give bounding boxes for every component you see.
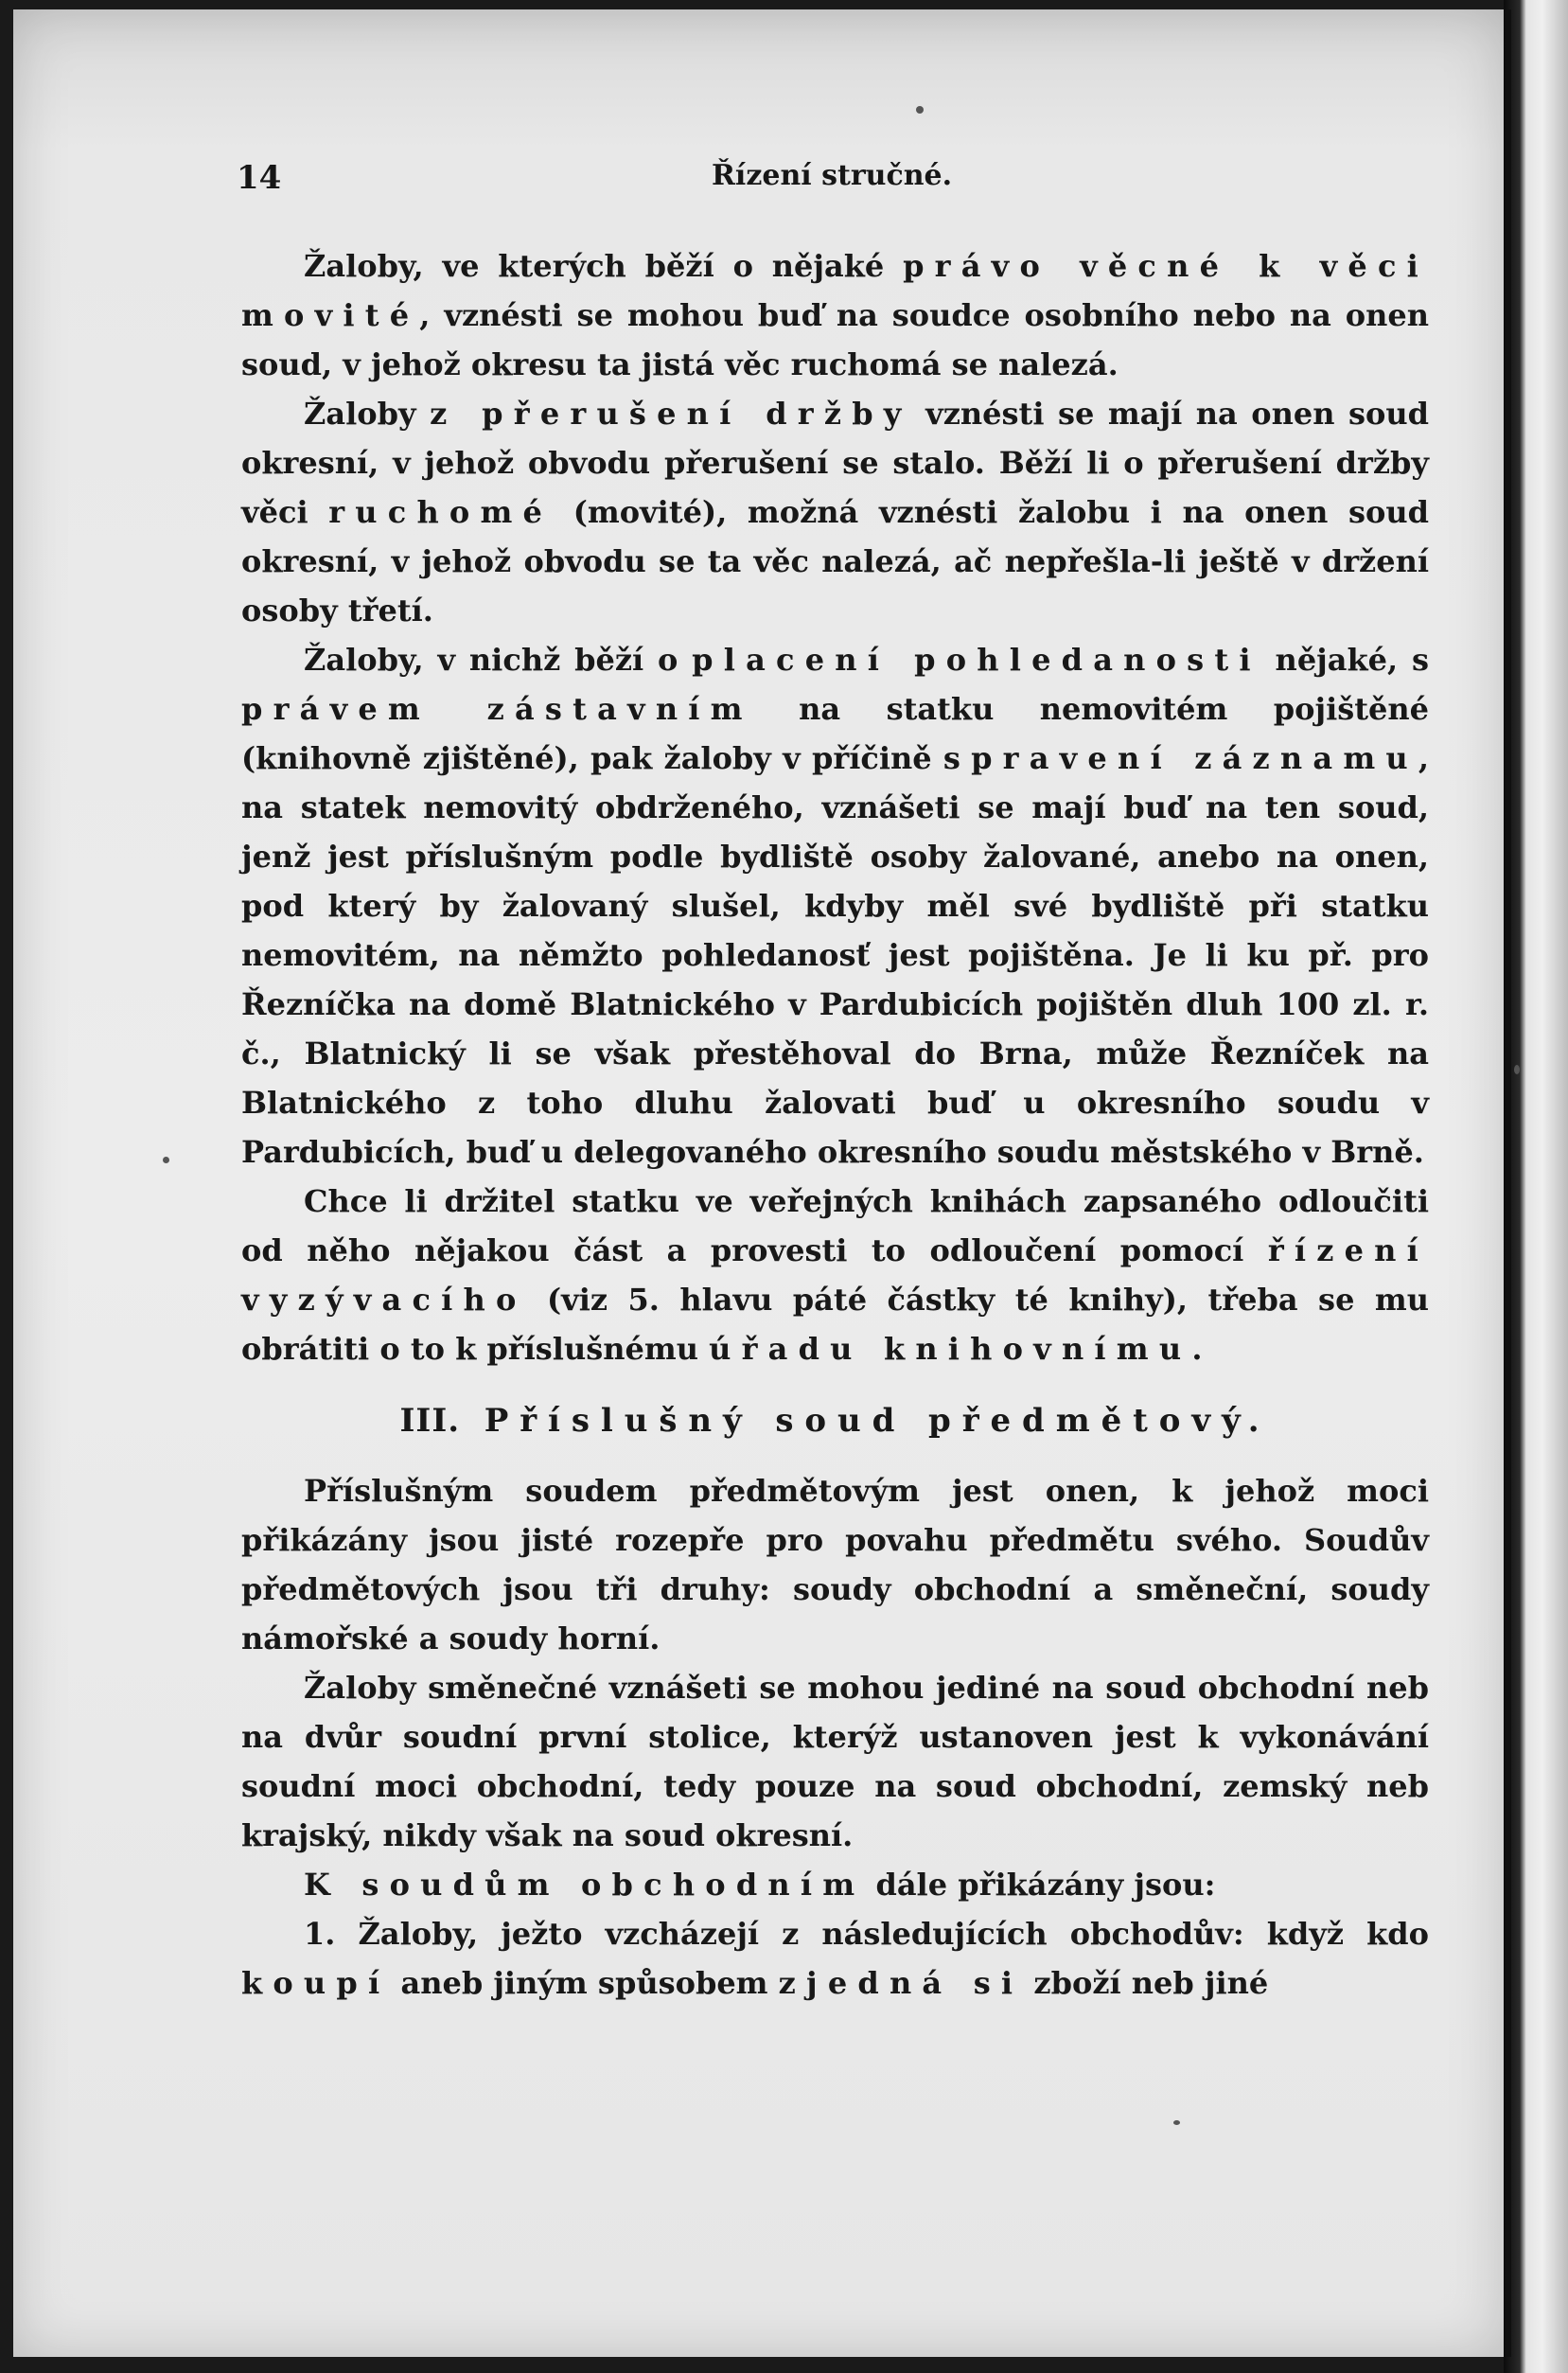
spaced-term: koupí <box>241 1965 391 2001</box>
print-speck <box>163 1157 169 1163</box>
paragraph: Příslušným soudem předmětovým jest onen, k jehož moci přikázány jsou jisté rozepře pro povahu předmětu svého. Soudův předmětových jsou tři druhy: soudy obchodní a směneční, soudy námořské a soudy horní. <box>241 1473 1429 1656</box>
running-title: Řízení stručné. <box>712 159 953 192</box>
text-run: , vznésti se mohou buď na soudce osobního nebo na onen soud, v jehož okresu ta jistá věc ruchomá se nalezá. <box>241 297 1429 382</box>
text-run: (viz 5. hlavu páté částky té knihy), třeba se mu obrátiti o to k příslušnému <box>241 1282 1429 1367</box>
book-edge <box>1504 0 1568 2373</box>
paragraph <box>241 1177 1429 1373</box>
page-body <box>241 241 1429 2008</box>
text-run: 1. Žaloby, ježto vzcházejí z následujících obchodův: když kdo <box>304 1916 1429 1952</box>
text-run: (movité), možná vznésti žalobu i na onen soud okresní, v jehož obvodu se ta věc nalezá, ač nepřešla-li ještě v držení osoby třetí. <box>241 494 1430 629</box>
print-speck <box>1173 2120 1180 2125</box>
page-header <box>237 159 1363 197</box>
paragraph <box>241 241 1429 389</box>
text-run: Žaloby, v nichž běží o <box>304 642 693 678</box>
spaced-term: řízení vyzývacího <box>241 1232 1429 1318</box>
text-run: Žaloby, ve kterých běží o nějaké <box>304 248 904 284</box>
spaced-term: právem zástavním <box>241 691 753 727</box>
section-numeral: III. <box>399 1402 461 1440</box>
print-speck <box>916 106 924 114</box>
paragraph: Žaloby směnečné vznášeti se mohou jediné na soud obchodní neb na dvůr soudní první stolice, kterýž ustanoven jest k vykonávání soudní moci obchodní, tedy pouze na soud obchodní, zemský neb krajský, nikdy však na soud okresní. <box>241 1670 1429 1853</box>
text-run: vznésti se mají na onen soud okresní, v jehož obvodu přerušení se stalo. Běží li o přerušení držby věci <box>241 396 1430 530</box>
text-run: dále přikázány jsou: <box>865 1867 1216 1903</box>
text-run: , na statek nemovitý obdrženého, vznášeti se mají buď na ten soud, jenž jest příslušným podle bydliště osoby žalované, anebo na onen, pod který by žalovaný slušel, kdyby měl své bydliště při statku nemovitém, na němžto pohledanosť jest pojištěna. Je li ku př. pro Řezníčka na domě Blatnického v Pardubicích pojištěn dluh 100 zl. r. č., Blatnický li se však přestěhoval do Brna, může Řezníček na Blatnického z toho dluhu žalovati buď u okresního soudu v Pardubicích, buď u delegovaného okresního soudu městského v Brně. <box>241 740 1429 1170</box>
spaced-term: spravení záznamu <box>943 740 1418 776</box>
spaced-term: právo věcné k věci movité <box>241 248 1430 333</box>
page-border-line <box>1506 9 1511 2357</box>
text-run: Žaloby <box>304 396 431 432</box>
paragraph <box>241 1860 1429 1909</box>
print-speck <box>1514 1065 1520 1074</box>
paragraph <box>241 1909 1429 2008</box>
spaced-term: placení pohledanosti <box>692 642 1261 678</box>
text-run: aneb jiným spůsobem <box>390 1965 779 2001</box>
text-run: . <box>1191 1331 1203 1367</box>
text-run: Chce li držitel statku ve veřejných knihách zapsaného odloučiti od něho nějakou část a provesti to odloučení pomocí <box>241 1183 1429 1268</box>
spaced-term: z přerušení držby <box>430 396 912 432</box>
spaced-term: zjedná si <box>778 1965 1024 2001</box>
section-title: Příslušný soud předmětový. <box>484 1402 1271 1440</box>
paragraph <box>241 635 1429 1177</box>
text-run: zboží neb jiné <box>1023 1965 1269 2001</box>
text-run: na statku nemovitém pojištěné (knihovně zjištěné), pak žaloby v příčině <box>241 691 1430 776</box>
text-run: nějaké, s <box>1260 642 1430 678</box>
section-heading <box>241 1396 1429 1445</box>
page-number: 14 <box>237 159 282 197</box>
spaced-term: ruchomé <box>328 494 554 530</box>
spaced-term: K soudům obchodním <box>304 1867 866 1903</box>
paragraph <box>241 389 1429 635</box>
spaced-term: úřadu knihovnímu <box>709 1331 1192 1367</box>
